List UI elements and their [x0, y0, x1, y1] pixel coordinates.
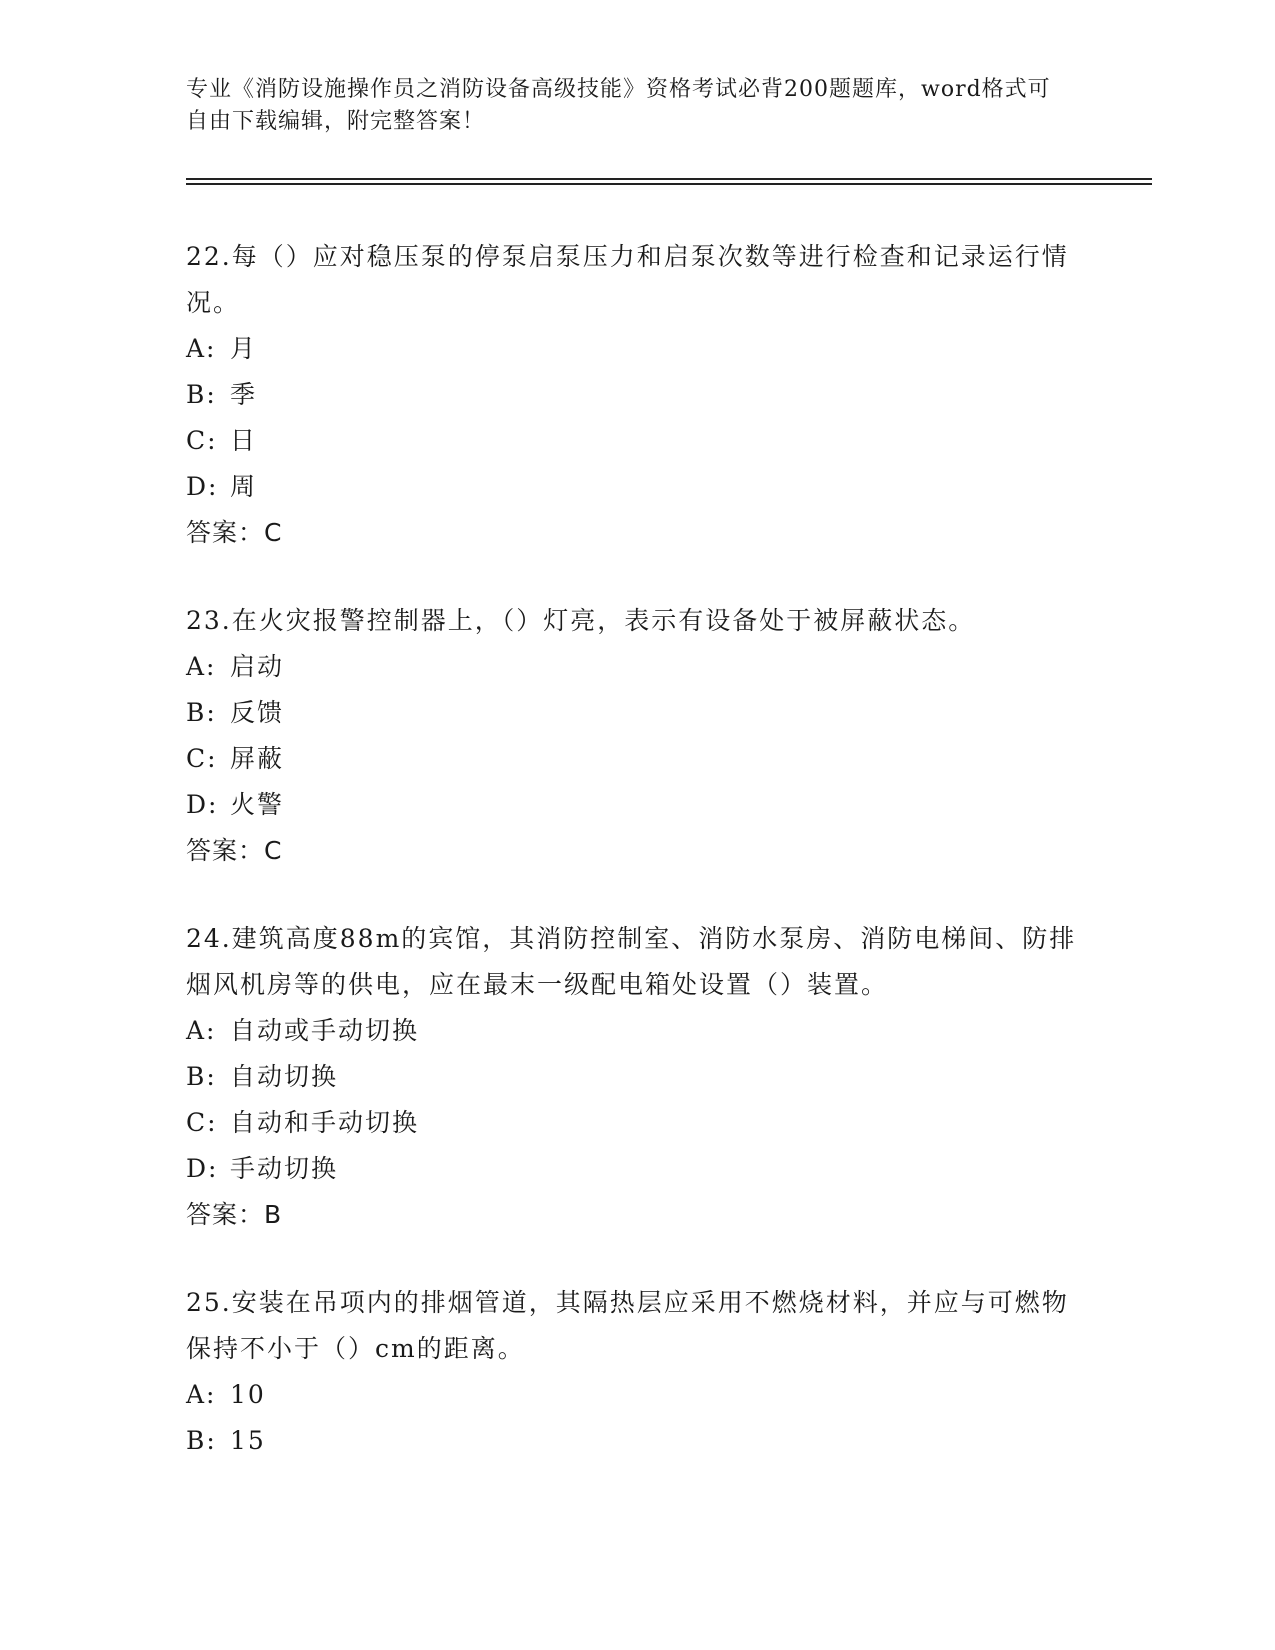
option-a: [186, 644, 1086, 690]
option-letter: B:: [186, 1426, 217, 1455]
option-letter: B:: [186, 380, 217, 409]
option-letter: D:: [186, 790, 219, 819]
answer-line: 答案：C: [186, 518, 283, 547]
option-letter: C:: [186, 744, 218, 773]
option-text: 手动切换: [230, 1154, 339, 1183]
option-text: 自动和手动切换: [230, 1108, 420, 1137]
option-letter: D:: [186, 472, 219, 501]
option-b: [186, 1054, 1086, 1100]
option-letter: B:: [186, 1062, 217, 1091]
option-text: 10: [230, 1380, 266, 1409]
option-c: [186, 736, 1086, 782]
question-23: [186, 598, 1086, 874]
option-letter: A:: [186, 334, 217, 363]
question-25: [186, 1280, 1086, 1464]
option-text: 火警: [230, 790, 285, 819]
option-letter: A:: [186, 1016, 217, 1045]
option-text: 日: [230, 426, 258, 455]
answer-line: 答案：C: [186, 836, 283, 865]
option-letter: C:: [186, 426, 218, 455]
option-c: [186, 418, 1086, 464]
option-text: 屏蔽: [230, 744, 285, 773]
question-24: [186, 916, 1086, 1238]
option-text: 15: [230, 1426, 266, 1455]
question-text: 24.建筑高度88m的宾馆，其消防控制室、消防水泵房、消防电梯间、防排烟风机房等的供电，应在最末一级配电箱处设置（）装置。: [186, 924, 1077, 999]
option-d: [186, 464, 1086, 510]
document-header: 专业《消防设施操作员之消防设备高级技能》资格考试必背200题题库，word格式可自由下载编辑，附完整答案！: [186, 77, 1051, 134]
question-text: 23.在火灾报警控制器上，（）灯亮，表示有设备处于被屏蔽状态。: [186, 606, 976, 635]
option-d: [186, 1146, 1086, 1192]
option-b: [186, 690, 1086, 736]
option-d: [186, 782, 1086, 828]
option-text: 周: [230, 472, 258, 501]
option-text: 季: [230, 380, 258, 409]
option-b: [186, 372, 1086, 418]
option-a: [186, 326, 1086, 372]
option-b: [186, 1418, 1086, 1464]
option-c: [186, 1100, 1086, 1146]
option-letter: B:: [186, 698, 217, 727]
option-text: 启动: [230, 652, 285, 681]
option-letter: A:: [186, 1380, 217, 1409]
option-text: 自动切换: [230, 1062, 339, 1091]
option-letter: D:: [186, 1154, 219, 1183]
option-text: 反馈: [230, 698, 285, 727]
option-letter: A:: [186, 652, 217, 681]
header-divider-top: [186, 178, 1152, 180]
option-text: 自动或手动切换: [230, 1016, 420, 1045]
question-text: 22.每（）应对稳压泵的停泵启泵压力和启泵次数等进行检查和记录运行情况。: [186, 242, 1069, 317]
option-letter: C:: [186, 1108, 218, 1137]
option-a: [186, 1008, 1086, 1054]
header-divider-bottom: [186, 183, 1152, 185]
option-a: [186, 1372, 1086, 1418]
question-text: 25.安装在吊项内的排烟管道，其隔热层应采用不燃烧材料，并应与可燃物保持不小于（）cm的距离。: [186, 1288, 1069, 1363]
answer-line: 答案：B: [186, 1200, 283, 1229]
option-text: 月: [230, 334, 258, 363]
question-22: [186, 234, 1086, 556]
